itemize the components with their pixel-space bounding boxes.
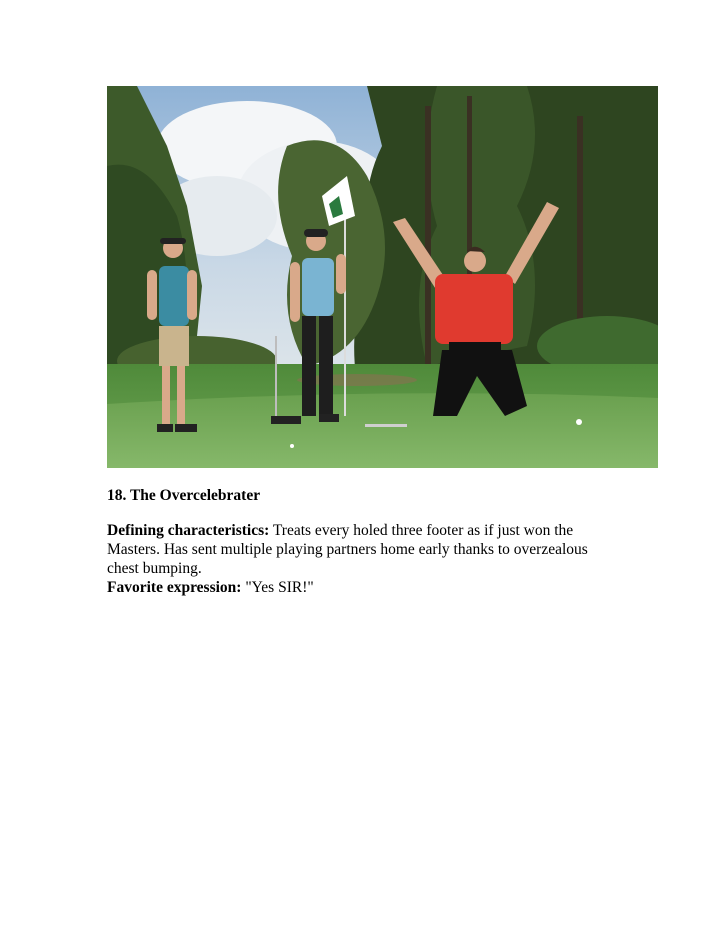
characteristics-text: Treats every holed three footer as if just won the Masters. Has sent multiple playing partners home early thanks to overzealous chest bumping. — [107, 522, 588, 577]
golf-celebration-photo — [107, 86, 658, 468]
characteristics-label: Defining characteristics: — [107, 522, 270, 539]
entry-title: 18. The Overcelebrater — [107, 487, 261, 504]
characteristics-paragraph — [107, 521, 622, 578]
entry-body — [107, 521, 622, 597]
expression-text: "Yes SIR!" — [241, 579, 314, 596]
expression-paragraph — [107, 578, 622, 597]
expression-label: Favorite expression: — [107, 579, 242, 596]
